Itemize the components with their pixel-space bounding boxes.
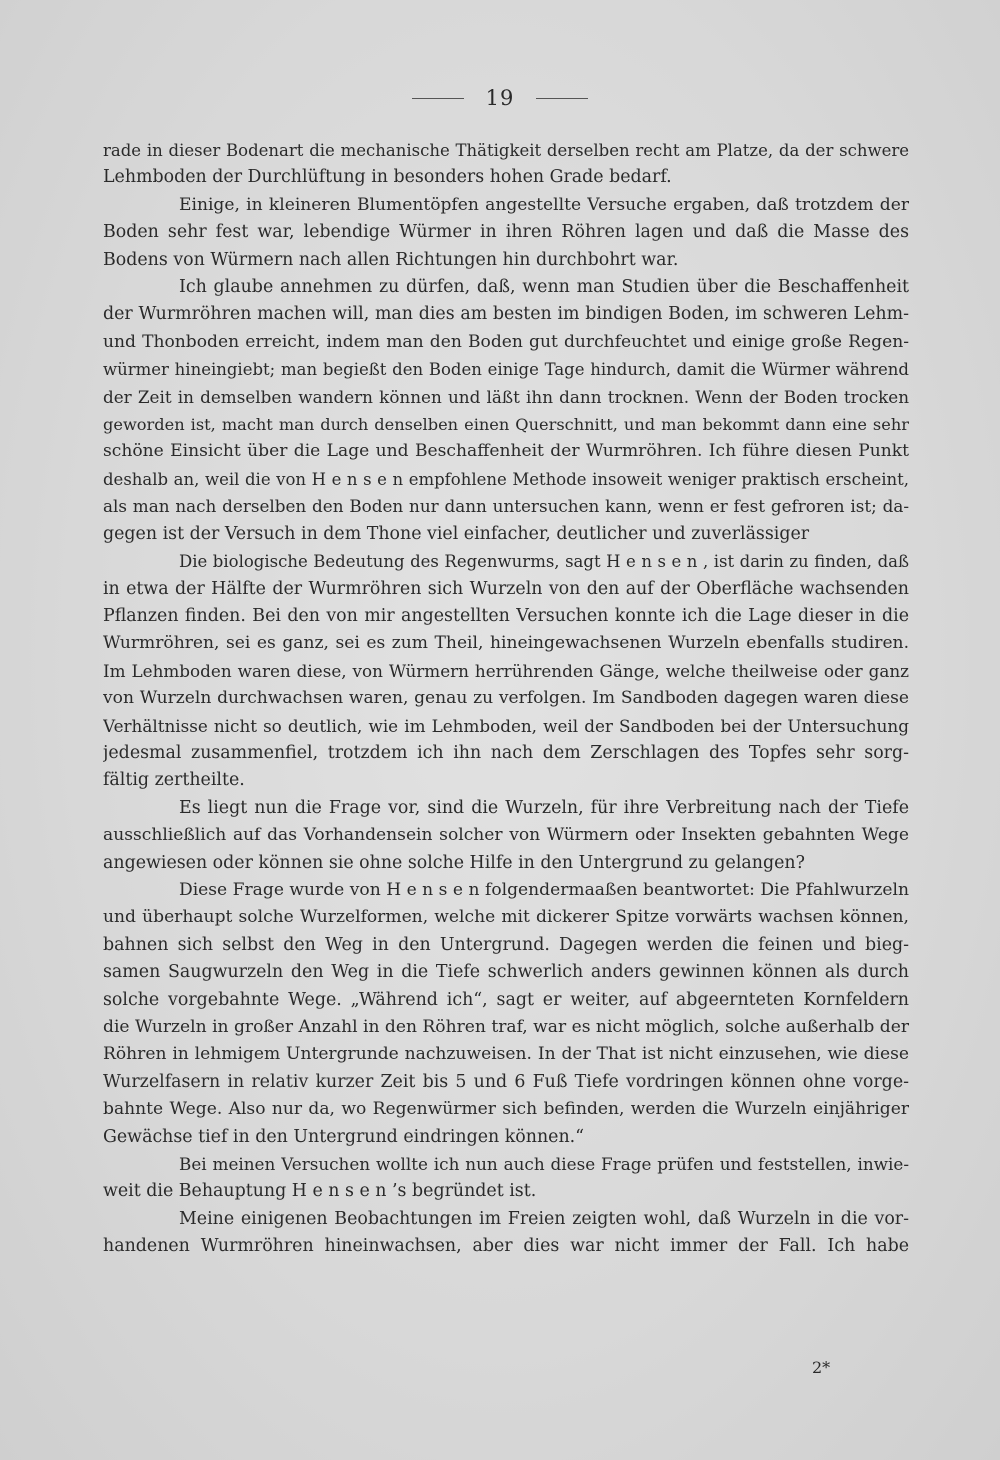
text-line: und Thonboden erreicht, indem man den Boden gut durchfeuchtet und einige große Regen- (103, 331, 909, 352)
text-line: und überhaupt solche Wurzelformen, welche mit dickerer Spitze vorwärts wachsen können, (103, 907, 909, 928)
text-line: solche vorgebahnte Wege. „Während ich“, sagt er weiter, auf abgeernteten Kornfeldern (103, 989, 909, 1010)
text-line: Die biologische Bedeutung des Regenwurms, sagt H e n s e n , ist darin zu finden, daß (179, 552, 909, 572)
text-line: Diese Frage wurde von H e n s e n folgendermaaßen beantwortet: Die Pfahlwurzeln (179, 879, 909, 900)
text-line: geworden ist, macht man durch denselben einen Querschnitt, und man bekommt dann eine sehr (103, 415, 909, 435)
page-number: 19 (485, 86, 515, 110)
text-line: deshalb an, weil die von H e n s e n empfohlene Methode insoweit weniger praktisch erscheint, (103, 469, 909, 489)
text-line: Einige, in kleineren Blumentöpfen angestellte Versuche ergaben, daß trotzdem der (179, 194, 909, 215)
text-line: Bei meinen Versuchen wollte ich nun auch diese Frage prüfen und feststellen, inwie- (179, 1154, 909, 1175)
text-line: Meine einigenen Beobachtungen im Freien zeigten wohl, daß Wurzeln in die vor- (179, 1208, 909, 1229)
text-line: Ich glaube annehmen zu dürfen, daß, wenn man Studien über die Beschaffenheit (179, 277, 909, 298)
text-line: Röhren in lehmigem Untergrunde nachzuweisen. In der That ist nicht einzusehen, wie diese (103, 1044, 909, 1065)
text-line: als man nach derselben den Boden nur dann untersuchen kann, wenn er fest gefroren ist; da- (103, 496, 909, 517)
text-line: Es liegt nun die Frage vor, sind die Wurzeln, für ihre Verbreitung nach der Tiefe (179, 797, 909, 818)
text-line: Boden sehr fest war, lebendige Würmer in ihren Röhren lagen und daß die Masse des (103, 222, 909, 243)
text-line: der Wurmröhren machen will, man dies am besten im bindigen Boden, im schweren Lehm- (103, 304, 909, 325)
text-line: Wurmröhren, sei es ganz, sei es zum Theil, hineingewachsenen Wurzeln ebenfalls studiren. (103, 633, 909, 654)
text-line: jedesmal zusammenfiel, trotzdem ich ihn nach dem Zerschlagen des Topfes sehr sorg- (103, 742, 909, 763)
text-line: weit die Behauptung H e n s e n ’s begründet ist. (103, 1181, 537, 1202)
text-line: handenen Wurmröhren hineinwachsen, aber dies war nicht immer der Fall. Ich habe (103, 1236, 909, 1257)
text-line: Im Lehmboden waren diese, von Würmern herrührenden Gänge, welche theilweise oder ganz (103, 660, 909, 681)
text-line: schöne Einsicht über die Lage und Beschaffenheit der Wurmröhren. Ich führe diesen Punkt (103, 441, 909, 462)
text-line: bahnen sich selbst den Weg in den Untergrund. Dagegen werden die feinen und bieg- (103, 934, 909, 955)
text-line: Verhältnisse nicht so deutlich, wie im Lehmboden, weil der Sandboden bei der Untersuchung (103, 715, 909, 736)
text-line: Lehmboden der Durchlüftung in besonders hohen Grade bedarf. (103, 167, 672, 188)
page-header (0, 86, 1000, 110)
header-rule-left (412, 98, 464, 99)
text-line: Bodens von Würmern nach allen Richtungen hin durchbohrt war. (103, 249, 679, 270)
text-line: rade in dieser Bodenart die mechanische Thätigkeit derselben recht am Platze, da der schwere (103, 141, 909, 160)
text-line: würmer hineingiebt; man begießt den Boden einige Tage hindurch, damit die Würmer während (103, 360, 909, 380)
text-line: die Wurzeln in großer Anzahl in den Röhren traf, war es nicht möglich, solche außerhalb der (103, 1017, 909, 1037)
text-line: fältig zertheilte. (103, 770, 245, 791)
text-line: samen Saugwurzeln den Weg in die Tiefe schwerlich anders gewinnen können als durch (103, 962, 909, 983)
text-line: Wurzelfasern in relativ kurzer Zeit bis 5 und 6 Fuß Tiefe vordringen können ohne vorge- (103, 1071, 909, 1092)
signature-mark: 2* (812, 1358, 831, 1377)
text-line: von Wurzeln durchwachsen waren, genau zu verfolgen. Im Sandboden dagegen waren diese (103, 688, 909, 709)
text-line: Gewächse tief in den Untergrund eindringen können.“ (103, 1126, 585, 1147)
text-line: Pflanzen finden. Bei den von mir angestellten Versuchen konnte ich die Lage dieser in die (103, 605, 909, 626)
text-line: angewiesen oder können sie ohne solche Hilfe in den Untergrund zu gelangen? (103, 852, 805, 873)
header-rule-right (536, 98, 588, 99)
text-line: ausschließlich auf das Vorhandensein solcher von Würmern oder Insekten gebahnten Wege (103, 825, 909, 846)
text-line: bahnte Wege. Also nur da, wo Regenwürmer sich befinden, werden die Wurzeln einjähriger (103, 1099, 909, 1120)
text-line: der Zeit in demselben wandern können und läßt ihn dann trocknen. Wenn der Boden trocken (103, 386, 909, 407)
body-text (103, 137, 909, 1261)
text-line: gegen ist der Versuch in dem Thone viel einfacher, deutlicher und zuverlässiger (103, 523, 810, 544)
text-line: in etwa der Hälfte der Wurmröhren sich Wurzeln von den auf der Oberfläche wachsenden (103, 578, 909, 599)
